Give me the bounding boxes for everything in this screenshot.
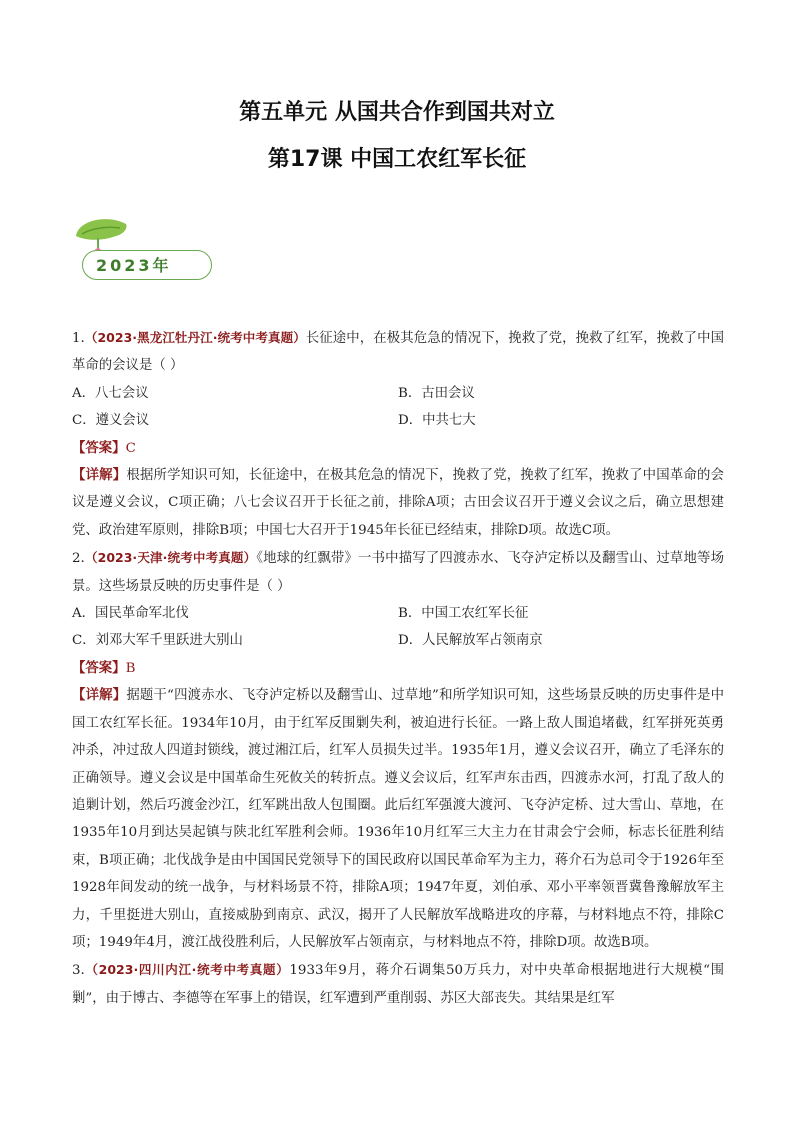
option-a: A．八七会议 xyxy=(72,385,149,401)
question-2-detail: 【详解】据题干“四渡赤水、飞夺泸定桥以及翻雪山、过草地”和所学知识可知，这些场景反映的历史事件是中国工农红军长征。1934年10月，由于红军反围剿失利，被迫进行长征。一路上敌人围追堵截，红军拼死英勇冲杀，冲过敌人四道封锁线，渡过湘江后，红军人员损失过半。1935年1月，遵义会议召开，确立了毛泽东的正确领导。遵义会议是中国革命生死攸关的转折点。遵义会议后，红军声东击西，四渡赤水河，打乱了敌人的追剿计划，然后巧渡金沙江，红军跳出敌人包围圈。此后红军强渡大渡河、飞夺泸定桥、过大雪山、草地，在1935年10月到达吴起镇与陕北红军胜利会师。1936年10月红军三大主力在甘肃会宁会师，标志长征胜利结束，B项正确；北伐战争是由中国国民党领导下的国民政府以国民革命军为主力，蒋介石为总司令于1926年至1928年间发动的统一战争，与材料场景不符，排除A项；1947年夏，刘伯承、邓小平率领晋冀鲁豫解放军主力，千里挺进大别山，直接威胁到南京、武汉，揭开了人民解放军战略进攻的序幕，与材料地点不符，排除C项；1949年4月，渡江战役胜利后，人民解放军占领南京，与材料地点不符，排除D项。故选B项。 xyxy=(72,688,724,950)
question-1-options xyxy=(72,380,724,435)
question-1-answer: 【答案】C xyxy=(72,440,136,456)
question-3-stem: 3.（2023·四川内江·统考中考真题）1933年9月，蒋介石调集50万兵力，对中央革命根据地进行大规模“围剿”，由于博古、李德等在军事上的错误，红军遭到严重削弱、苏区大部丧失。其结果是红军 xyxy=(72,962,725,1006)
option-d: D．人民解放军占领南京 xyxy=(398,633,543,649)
option-b: B．中国工农红军长征 xyxy=(398,606,529,622)
option-b: B．古田会议 xyxy=(398,385,475,401)
question-2-answer: 【答案】B xyxy=(72,660,136,676)
lesson-title: 第17课 中国工农红军长征 xyxy=(267,147,527,172)
option-c: C．遵义会议 xyxy=(72,413,150,429)
question-source: （2023·天津·统考中考真题） xyxy=(84,550,257,566)
question-source: （2023·四川内江·统考中考真题） xyxy=(84,962,290,978)
option-a: A．国民革命军北伐 xyxy=(72,606,189,622)
year-badge xyxy=(68,222,218,284)
question-2-options xyxy=(72,600,724,655)
question-source: （2023·黑龙江牡丹江·统考中考真题） xyxy=(84,330,306,345)
unit-title: 第五单元 从国共合作到国共对立 xyxy=(239,100,555,125)
question-list xyxy=(72,324,724,1012)
option-c: C．刘邓大军千里跃进大别山 xyxy=(72,633,243,649)
question-1-detail: 【详解】根据所学知识可知，长征途中，在极其危急的情况下，挽救了党，挽救了红军，挽救了中国革命的会议是遵义会议，C项正确；八七会议召开于长征之前，排除A项；古田会议召开于遵义会议之后，确立思想建党、政治建军原则，排除B项；中国七大召开于1945年长征已经结束，排除D项。故选C项。 xyxy=(72,468,725,538)
year-label: 2023年 xyxy=(96,256,172,275)
option-d: D．中共七大 xyxy=(398,413,476,429)
question-2-stem: 2.（2023·天津·统考中考真题）《地球的红飘带》一书中描写了四渡赤水、飞夺泸定桥以及翻雪山、过草地等场景。这些场景反映的历史事件是（ ） xyxy=(72,550,724,594)
question-1-stem: 1.（2023·黑龙江牡丹江·统考中考真题）长征途中，在极其危急的情况下，挽救了党，挽救了红军，挽救了中国革命的会议是（ ） xyxy=(72,330,724,374)
